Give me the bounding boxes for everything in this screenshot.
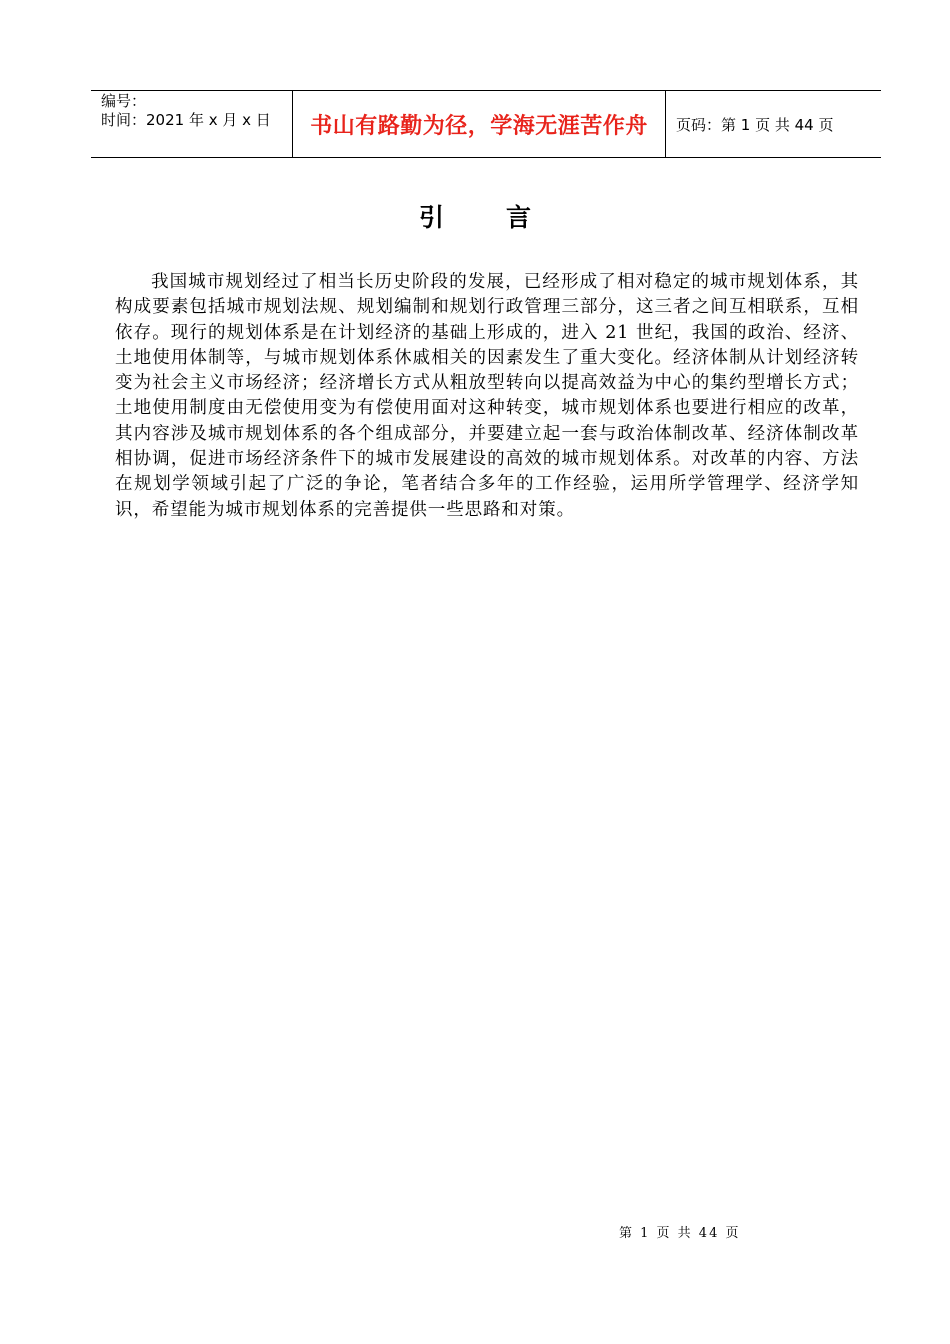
motto-text: 书山有路勤为径，学海无涯苦作舟 [310, 113, 648, 139]
page-title: 引言 [418, 203, 593, 232]
page-code-text: 页码：第 1 页 共 44 页 [676, 115, 834, 134]
header-meta-cell [91, 91, 293, 157]
date-label: 时间：2021 年 x 月 x 日 [101, 111, 271, 129]
page-code-cell [666, 91, 881, 157]
serial-number-label: 编号： [101, 92, 147, 110]
motto-cell [293, 91, 666, 157]
footer-page-number: 第 1 页 共 44 页 [619, 1226, 741, 1241]
document-header [91, 90, 881, 158]
body-paragraph: 我国城市规划经过了相当长历史阶段的发展，已经形成了相对稳定的城市规划体系，其构成要素包括城市规划法规、规划编制和规划行政管理三部分，这三者之间互相联系，互相依存。现行的规划体系是在计划经济的基础上形成的，进入 21 世纪，我国的政治、经济、土地使用体制等，与城市规划体系休戚相关的因素发生了重大变化。经济体制从计划经济转变为社会主义市场经济；经济增长方式从粗放型转向以提高效益为中心的集约型增长方式；土地使用制度由无偿使用变为有偿使用面对这种转变，城市规划体系也要进行相应的改革，其内容涉及城市规划体系的各个组成部分，并要建立起一套与政治体制改革、经济体制改革相协调，促进市场经济条件下的城市发展建设的高效的城市规划体系。对改革的内容、方法在规划学领域引起了广泛的争论，笔者结合多年的工作经验，运用所学管理学、经济学知识，希望能为城市规划体系的完善提供一些思路和对策。 [115, 272, 859, 520]
